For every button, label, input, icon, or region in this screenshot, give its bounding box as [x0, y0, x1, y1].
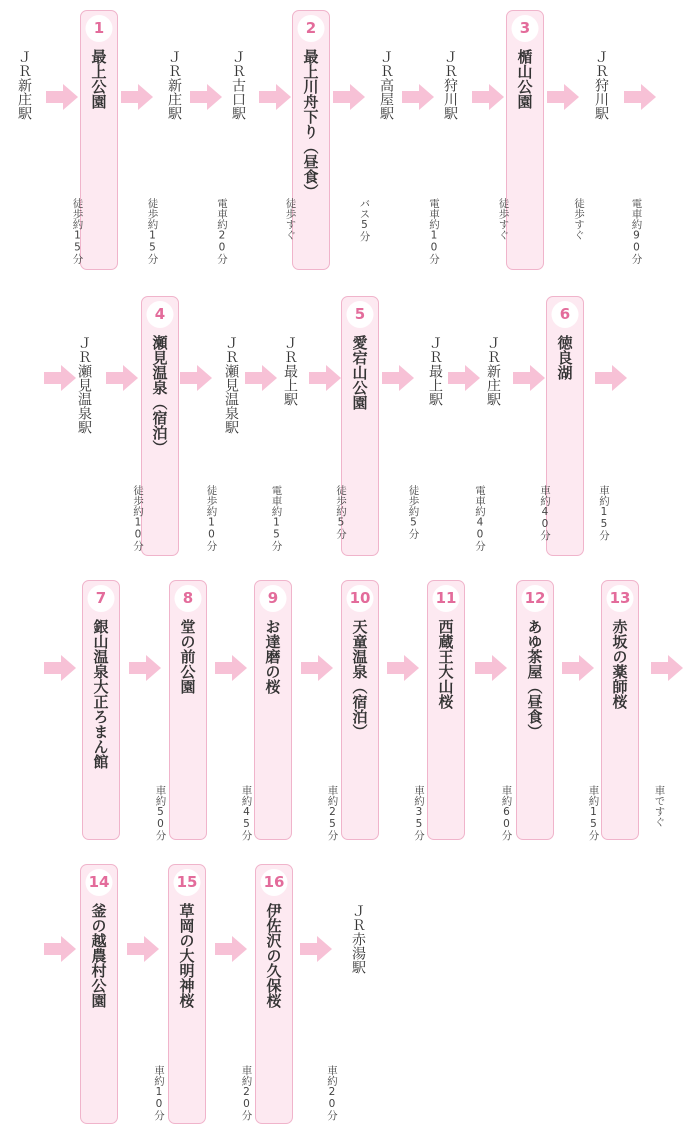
travel-time-label: 徒歩約5分	[335, 485, 347, 539]
arrow-icon	[448, 365, 480, 391]
arrow-shaft	[106, 372, 124, 384]
spot-number-badge: 3	[512, 15, 539, 42]
spot-name: 赤坂の薬師桜	[610, 619, 629, 709]
arrow-head	[399, 365, 414, 391]
arrow-icon	[245, 365, 277, 391]
travel-time-label: 徒歩すぐ	[497, 198, 510, 240]
spot-name: 伊佐沢の久保桜	[264, 903, 283, 1008]
arrow-icon	[106, 365, 138, 391]
arrow-shaft	[402, 91, 420, 103]
arrow-icon	[595, 365, 627, 391]
spot-number-badge: 2	[298, 15, 325, 42]
arrow-head	[144, 936, 159, 962]
arrow-shaft	[309, 372, 327, 384]
spot-number-badge: 5	[347, 301, 374, 328]
arrow-icon	[44, 655, 76, 681]
spot-number-badge: 15	[174, 869, 201, 896]
station-label: ＪＲ新庄駅	[166, 50, 182, 120]
station-label: ＪＲ瀬見温泉駅	[223, 336, 239, 434]
arrow-icon	[300, 936, 332, 962]
spot-name: お達磨の桜	[263, 619, 282, 694]
spot-number-badge: 4	[147, 301, 174, 328]
arrow-head	[207, 84, 222, 110]
arrow-icon	[46, 84, 78, 110]
arrow-shaft	[301, 662, 319, 674]
arrow-icon	[259, 84, 291, 110]
arrow-shaft	[547, 91, 565, 103]
arrow-head	[318, 655, 333, 681]
arrow-head	[262, 365, 277, 391]
arrow-shaft	[624, 91, 642, 103]
spot-number-badge: 1	[86, 15, 113, 42]
arrow-head	[492, 655, 507, 681]
spot-name: 天童温泉（宿泊）	[350, 619, 369, 739]
spot-card-8[interactable]	[169, 580, 207, 840]
station-label: ＪＲ高屋駅	[378, 50, 394, 120]
arrow-head	[63, 84, 78, 110]
spot-card-4[interactable]	[141, 296, 179, 556]
spot-name: 楯山公園	[515, 49, 534, 109]
travel-time-label: 電車約10分	[428, 198, 440, 264]
arrow-icon	[127, 936, 159, 962]
station-label: ＪＲ赤湯駅	[350, 904, 366, 974]
arrow-icon	[129, 655, 161, 681]
arrow-icon	[513, 365, 545, 391]
arrow-head	[530, 365, 545, 391]
arrow-head	[579, 655, 594, 681]
spot-card-16[interactable]	[255, 864, 293, 1124]
arrow-icon	[651, 655, 683, 681]
arrow-head	[465, 365, 480, 391]
arrow-icon	[180, 365, 212, 391]
spot-name: 釜の越農村公園	[89, 903, 108, 1008]
spot-number-badge: 10	[347, 585, 374, 612]
arrow-icon	[475, 655, 507, 681]
arrow-shaft	[44, 372, 62, 384]
travel-time-label: 車約10分	[153, 1065, 165, 1121]
arrow-shaft	[180, 372, 198, 384]
arrow-shaft	[127, 943, 145, 955]
arrow-head	[612, 365, 627, 391]
arrow-shaft	[44, 662, 62, 674]
arrow-icon	[121, 84, 153, 110]
spot-number-badge: 8	[175, 585, 202, 612]
arrow-shaft	[382, 372, 400, 384]
station-label: ＪＲ新庄駅	[485, 336, 501, 406]
arrow-head	[326, 365, 341, 391]
spot-card-12[interactable]	[516, 580, 554, 840]
arrow-shaft	[215, 662, 233, 674]
arrow-icon	[333, 84, 365, 110]
arrow-icon	[472, 84, 504, 110]
arrow-head	[489, 84, 504, 110]
travel-time-label: 車約20分	[326, 1065, 338, 1121]
travel-time-label: 車約15分	[587, 785, 600, 841]
spot-number-badge: 13	[607, 585, 634, 612]
station-label: ＪＲ狩川駅	[442, 50, 458, 120]
arrow-icon	[301, 655, 333, 681]
arrow-head	[404, 655, 419, 681]
travel-time-label: バス5分	[358, 198, 371, 242]
arrow-shaft	[513, 372, 531, 384]
arrow-shaft	[448, 372, 466, 384]
station-label: ＪＲ最上駅	[282, 336, 298, 406]
arrow-shaft	[387, 662, 405, 674]
arrow-shaft	[472, 91, 490, 103]
arrow-shaft	[259, 91, 277, 103]
arrow-shaft	[475, 662, 493, 674]
arrow-head	[419, 84, 434, 110]
station-label: ＪＲ瀬見温泉駅	[76, 336, 92, 434]
spot-number-badge: 6	[552, 301, 579, 328]
spot-number-badge: 12	[522, 585, 549, 612]
arrow-icon	[387, 655, 419, 681]
spot-name: 堂の前公園	[178, 619, 197, 694]
arrow-head	[232, 936, 247, 962]
arrow-icon	[44, 365, 76, 391]
spot-number-badge: 9	[260, 585, 287, 612]
arrow-icon	[402, 84, 434, 110]
arrow-shaft	[46, 91, 64, 103]
spot-card-15[interactable]	[168, 864, 206, 1124]
spot-name: 最上川舟下り（昼食）	[301, 49, 320, 199]
arrow-head	[641, 84, 656, 110]
arrow-shaft	[333, 91, 351, 103]
spot-card-11[interactable]	[427, 580, 465, 840]
spot-name: 徳良湖	[555, 335, 574, 380]
spot-number-badge: 14	[86, 869, 113, 896]
travel-time-label: 車約45分	[240, 785, 253, 841]
arrow-head	[61, 655, 76, 681]
spot-card-2[interactable]	[292, 10, 330, 270]
travel-time-label: 徒歩約15分	[71, 198, 84, 264]
arrow-icon	[215, 655, 247, 681]
arrow-shaft	[190, 91, 208, 103]
spot-card-6[interactable]	[546, 296, 584, 556]
spot-name: 愛宕山公園	[350, 335, 369, 410]
arrow-shaft	[215, 943, 233, 955]
travel-time-label: 徒歩約10分	[205, 485, 218, 551]
travel-time-label: 車約35分	[413, 785, 425, 841]
spot-card-7[interactable]	[82, 580, 120, 840]
arrow-head	[232, 655, 247, 681]
travel-time-label: 車約40分	[539, 485, 551, 541]
arrow-head	[668, 655, 683, 681]
arrow-icon	[624, 84, 656, 110]
spot-name: 西蔵王大山桜	[436, 619, 455, 709]
spot-name: 瀬見温泉（宿泊）	[150, 335, 169, 455]
travel-time-label: 車約60分	[500, 785, 513, 841]
spot-name: 草岡の大明神桜	[177, 903, 196, 1008]
arrow-icon	[44, 936, 76, 962]
arrow-icon	[309, 365, 341, 391]
spot-name: あゆ茶屋（昼食）	[525, 619, 544, 739]
arrow-shaft	[595, 372, 613, 384]
spot-card-9[interactable]	[254, 580, 292, 840]
arrow-icon	[547, 84, 579, 110]
travel-time-label: 車約20分	[240, 1065, 253, 1121]
arrow-head	[61, 365, 76, 391]
arrow-icon	[190, 84, 222, 110]
travel-time-label: 徒歩すぐ	[573, 198, 585, 240]
arrow-shaft	[651, 662, 669, 674]
spot-number-badge: 16	[261, 869, 288, 896]
arrow-head	[317, 936, 332, 962]
arrow-head	[197, 365, 212, 391]
station-label: ＪＲ最上駅	[427, 336, 443, 406]
spot-name: 銀山温泉大正ろまん館	[91, 619, 110, 769]
station-label: ＪＲ新庄駅	[16, 50, 32, 120]
arrow-icon	[382, 365, 414, 391]
spot-name: 最上公園	[89, 49, 108, 109]
arrow-icon	[215, 936, 247, 962]
arrow-head	[350, 84, 365, 110]
travel-time-label: 車約25分	[326, 785, 339, 841]
travel-time-label: 徒歩約15分	[146, 198, 159, 264]
spot-card-14[interactable]	[80, 864, 118, 1124]
travel-time-label: 徒歩すぐ	[284, 198, 297, 240]
arrow-shaft	[121, 91, 139, 103]
arrow-head	[61, 936, 76, 962]
arrow-shaft	[245, 372, 263, 384]
spot-number-badge: 11	[433, 585, 460, 612]
station-label: ＪＲ狩川駅	[593, 50, 609, 120]
travel-time-label: 車約15分	[598, 485, 610, 541]
arrow-head	[138, 84, 153, 110]
arrow-shaft	[562, 662, 580, 674]
travel-time-label: 電車約40分	[474, 485, 486, 551]
arrow-icon	[562, 655, 594, 681]
spot-card-10[interactable]	[341, 580, 379, 840]
travel-time-label: 徒歩約5分	[407, 485, 420, 539]
arrow-head	[123, 365, 138, 391]
travel-time-label: 電車約15分	[270, 485, 283, 551]
travel-time-label: 車約50分	[154, 785, 167, 841]
arrow-shaft	[44, 943, 62, 955]
spot-card-13[interactable]	[601, 580, 639, 840]
station-label: ＪＲ古口駅	[230, 50, 246, 120]
travel-time-label: 電車約20分	[216, 198, 228, 264]
spot-card-3[interactable]	[506, 10, 544, 270]
travel-time-label: 電車約90分	[630, 198, 643, 264]
spot-card-1[interactable]	[80, 10, 118, 270]
arrow-head	[276, 84, 291, 110]
arrow-head	[564, 84, 579, 110]
travel-time-label: 徒歩約10分	[132, 485, 144, 551]
arrow-shaft	[300, 943, 318, 955]
travel-time-label: 車ですぐ	[653, 785, 666, 827]
arrow-head	[146, 655, 161, 681]
arrow-shaft	[129, 662, 147, 674]
spot-number-badge: 7	[88, 585, 115, 612]
